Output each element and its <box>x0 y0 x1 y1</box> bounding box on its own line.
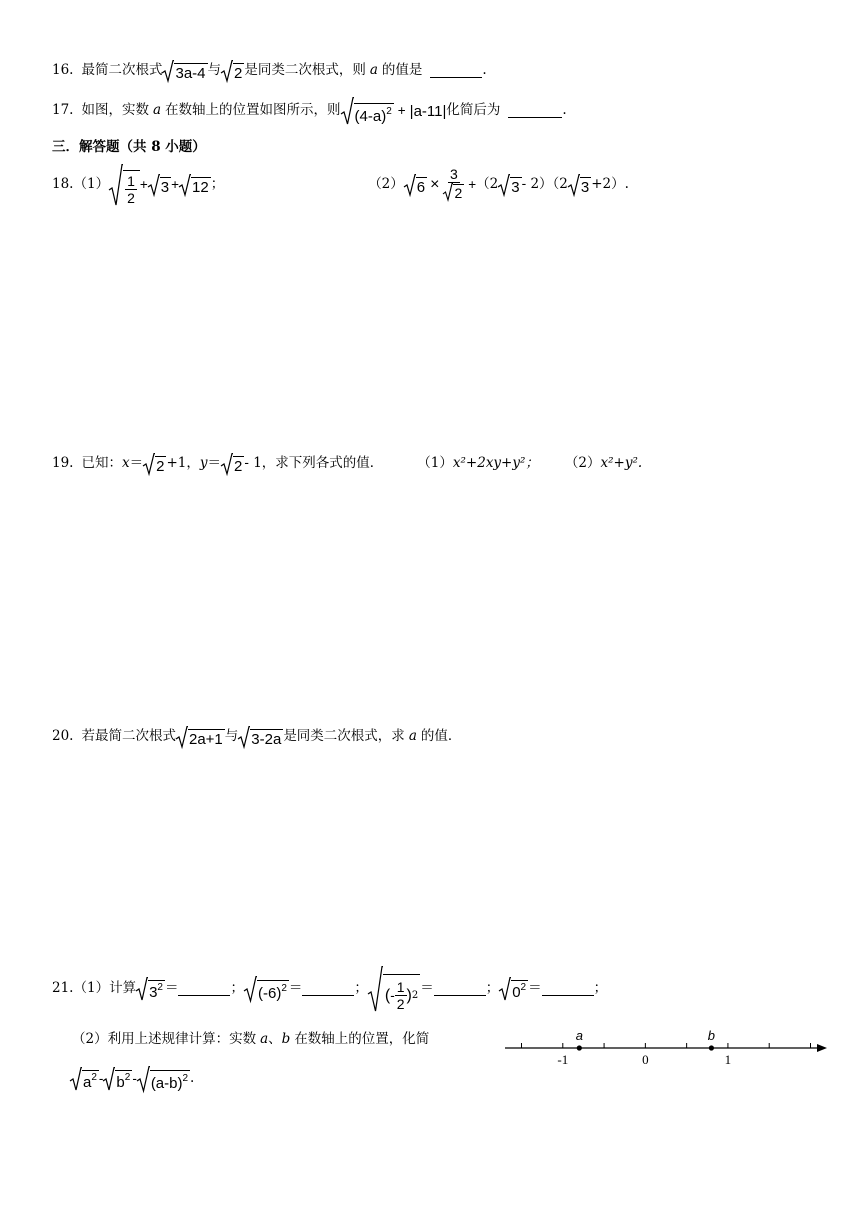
point-b-label: b <box>707 1028 716 1043</box>
part-label: （1）计算 <box>73 980 137 997</box>
radical-expression: $3^2$ <box>136 977 165 1001</box>
number-line-tick-label: 0 <box>642 1052 649 1067</box>
plus-sign: + <box>397 103 406 119</box>
number-line-tick-label: -1 <box>557 1052 569 1067</box>
point-a-dot <box>577 1045 582 1050</box>
question-21-part-2: （2）利用上述规律计算：实数 a 、 b 在数轴上的位置，化简 <box>72 1031 430 1047</box>
radical-expression: 12 <box>179 174 211 196</box>
radical-expression: 2 <box>221 453 244 475</box>
question-text: 如图，实数 <box>81 102 149 119</box>
radical-expression: 3 <box>148 174 171 196</box>
question-text: 已知： <box>81 455 122 472</box>
number-line-figure <box>505 1022 835 1074</box>
part-label: （1） <box>73 176 110 193</box>
radical-expression: 3a-4 <box>162 60 207 82</box>
expression: x²+2xy+y²； <box>452 455 539 472</box>
question-number: 20. <box>52 728 74 745</box>
question-16 <box>52 60 487 82</box>
question-text: 是同类二次根式，求 <box>283 728 405 745</box>
radical-fraction: $\frac{1}{2}$ <box>109 164 140 206</box>
question-18: 18. （1） $\frac{1}{2}$ + 3 + 12 ； （2） 6 × $\frac{3}{2}$ + （2 3 - 2）（2 3 +2）. <box>52 166 629 206</box>
question-21-expression: $a^2$ - $b^2$ - $(a-b)^2$ . <box>70 1066 194 1092</box>
part-label: （1） <box>417 455 453 472</box>
question-text: 化简后为 <box>446 102 501 119</box>
answer-blank[interactable] <box>542 983 594 996</box>
question-text: 若最简二次根式 <box>81 728 176 745</box>
question-20 <box>52 726 461 748</box>
radical-expression: 3 <box>568 174 591 196</box>
radical-expression: $(a-b)^2$ <box>137 1066 190 1092</box>
radical-expression: $a^2$ <box>70 1067 99 1091</box>
radical-expression: 3 <box>498 174 521 196</box>
question-text: 是同类二次根式，则 <box>244 62 366 79</box>
question-19: 19. 已知： x ＝ 2 +1， y ＝ 2 - 1，求下列各式的值． （1） x²+2xy+y²； （2） x²+y². <box>52 453 642 475</box>
question-number: 19. <box>52 455 74 472</box>
plus-sign: + <box>468 177 477 193</box>
question-number: 21. <box>52 980 74 997</box>
section-heading: 三．解答题（共 8 小题） <box>52 139 206 155</box>
radical-expression: 2 <box>143 453 166 475</box>
radical-expression: 2 <box>221 60 244 82</box>
semicolon: ； <box>210 176 225 193</box>
radical-expression: $(-6)^2$ <box>244 976 289 1002</box>
point-a-label: a <box>575 1028 583 1043</box>
expression: x²+y². <box>600 455 643 472</box>
question-17 <box>52 97 567 125</box>
part-label: （2） <box>564 455 601 472</box>
question-text: 与 <box>207 62 222 79</box>
radical-expression: $(4-a)^2$ <box>341 97 394 125</box>
period: . <box>482 62 487 79</box>
question-number: 17. <box>52 102 74 119</box>
question-number: 16. <box>52 62 74 79</box>
question-number: 18. <box>52 176 74 193</box>
variable: a <box>408 728 417 745</box>
part-label: （2） <box>368 176 404 193</box>
answer-blank[interactable] <box>302 983 354 996</box>
fraction: $\frac{3}{2}$ <box>441 166 466 204</box>
question-21-part-1: 21. （1）计算 $3^2$ ＝ ； $(-6)^2$ ＝ ； ( - $\frac{1}{2}$ ) 2 ＝ ； $0^2$ ＝ ； <box>52 966 607 1012</box>
answer-blank[interactable] <box>430 65 482 78</box>
variable: x <box>121 455 130 472</box>
radical-expression: $b^2$ <box>103 1067 132 1091</box>
question-text: 与 <box>224 728 239 745</box>
question-text: 在数轴上的位置如图所示，则 <box>165 102 341 119</box>
answer-blank[interactable] <box>508 105 562 118</box>
radical-fraction: ( - $\frac{1}{2}$ ) 2 <box>368 966 420 1012</box>
times-sign: × <box>430 176 440 193</box>
answer-blank[interactable] <box>178 983 230 996</box>
variable: a <box>369 62 378 79</box>
radical-expression: 3-2a <box>238 726 283 748</box>
question-text: 在数轴上的位置，化简 <box>294 1031 430 1047</box>
radical-expression: 2 <box>443 183 464 201</box>
variable: a <box>152 102 162 119</box>
plus-sign: + <box>171 177 179 193</box>
point-b-dot <box>709 1045 714 1050</box>
answer-blank[interactable] <box>434 983 486 996</box>
period: . <box>562 102 567 119</box>
radical-expression: $0^2$ <box>499 977 528 1001</box>
part-label: （2）利用上述规律计算：实数 <box>72 1031 257 1047</box>
question-text: 的值是 <box>381 62 423 79</box>
radical-expression: 6 <box>404 174 427 196</box>
number-line-arrow <box>817 1044 827 1052</box>
plus-sign: + <box>139 177 148 193</box>
absolute-value-expression: |a-11| <box>409 102 447 120</box>
radical-expression: 2a+1 <box>176 726 225 748</box>
variable: y <box>199 455 208 472</box>
question-text: 的值． <box>420 728 462 745</box>
question-text: 最简二次根式 <box>81 62 163 79</box>
variable: b <box>281 1031 291 1047</box>
variable: a <box>260 1031 269 1047</box>
number-line-tick-label: 1 <box>724 1052 732 1067</box>
